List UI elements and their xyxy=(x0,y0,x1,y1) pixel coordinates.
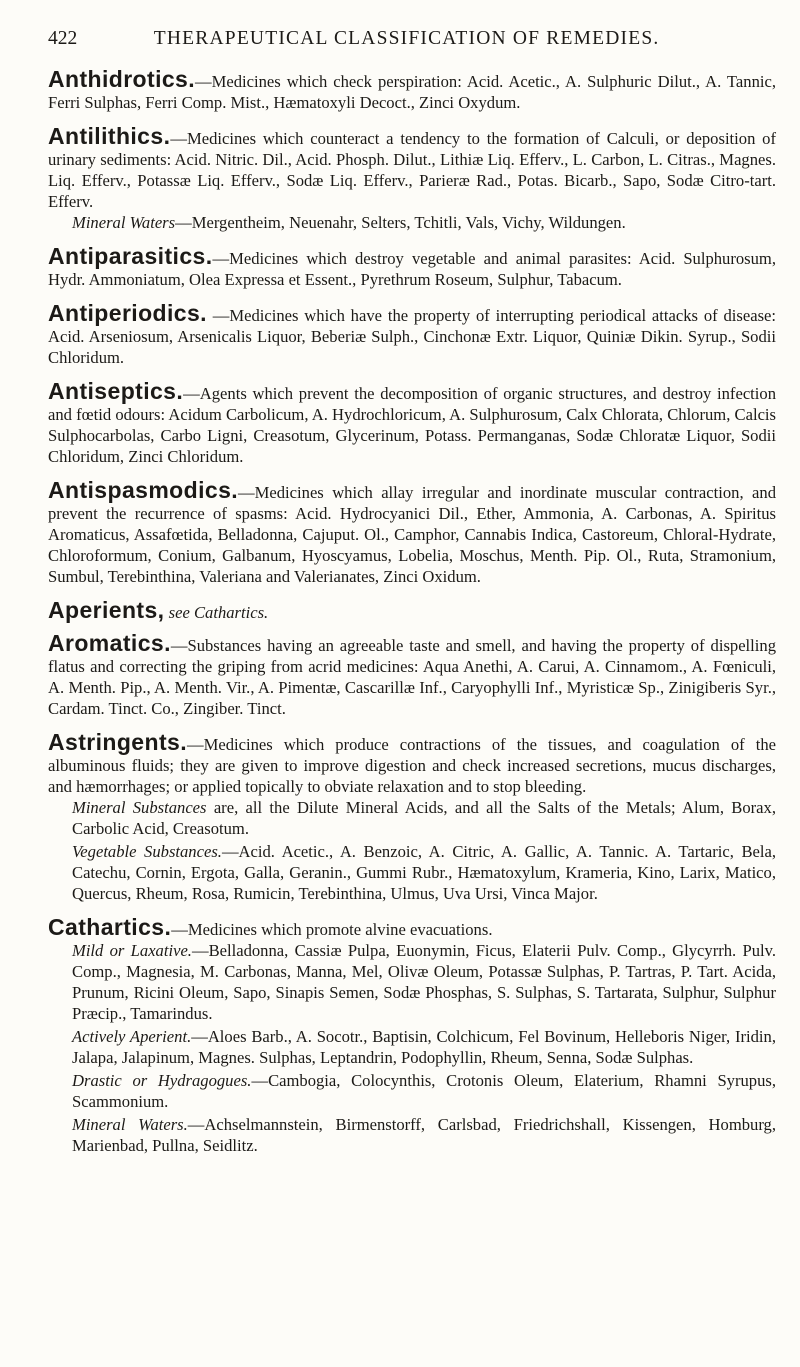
subentry-text: —Achselmannstein, Birmenstorff, Carlsbad, Friedrichshall, Kissengen, Homburg, Marienbad, Pullna, Seidlitz. xyxy=(72,1115,777,1155)
subentry xyxy=(72,797,776,839)
subentry-text: —Cambogia, Colocynthis, Crotonis Oleum, Elaterium, Rhamni Syrupus, Scammonium. xyxy=(72,1071,776,1111)
entry-term: Antilithics. xyxy=(48,123,171,149)
entry-term: Aromatics. xyxy=(48,630,171,656)
subentry xyxy=(72,1070,776,1112)
entry-term: Antispasmodics. xyxy=(48,477,239,503)
running-head xyxy=(48,28,776,50)
subentry-label: Mineral Substances xyxy=(72,798,207,817)
entry-antiseptics xyxy=(48,378,776,467)
entry-term: Antiseptics. xyxy=(48,378,184,404)
entry-text: —Medicines which destroy vegetable and animal parasites: Acid. Sulphurosum, Hydr. Ammoniatum, Olea Expressa et Essent., Pyrethrum Roseum, Sulphur, Tabacum. xyxy=(48,249,776,289)
subentry xyxy=(72,1114,776,1156)
subentry-text: —Belladonna, Cassiæ Pulpa, Euonymin, Ficus, Elaterii Pulv. Comp., Glycyrrh. Pulv. Comp., Magnesia, M. Carbonas, Manna, Mel, Olivæ Oleum, Potassæ Sulphas, P. Tartras, P. Tart. Acida, Prunum, Ricini Oleum, Sapo, Sinapis Semen, Sodæ Phosphas, S. Sulphas, S. Tartarata, Sulphur, Sulphur Præcip., Tamarindus. xyxy=(72,941,776,1023)
entry-aperients xyxy=(48,597,776,623)
entry-antiparasitics xyxy=(48,243,776,290)
entry-text: —Medicines which have the property of interrupting periodical attacks of disease: Acid. Arseniosum, Arsenicalis Liquor, Beberiæ Sulph., Cinchonæ Extr. Liquor, Quiniæ Dikin. Syrup., Sodii Chloridum. xyxy=(48,306,776,367)
subentry-label: Drastic or Hydragogues. xyxy=(72,1071,252,1090)
entry-text: —Medicines which allay irregular and inordinate muscular contraction, and prevent the recurrence of spasms: Acid. Hydrocyanici Dil., Ether, Ammonia, A. Carbonas, A. Spiritus Aromaticus, Assafœtida, Belladonna, Cajuput. Ol., Camphor, Cannabis Indica, Castoreum, Chloral-Hydrate, Chloroformum, Conium, Galbanum, Hyoscyamus, Lobelia, Moschus, Menth. Pip. Ol., Ruta, Stramonium, Sumbul, Terebinthina, Valeriana and Valerianates, Zinci Oxidum. xyxy=(48,483,776,586)
entry-antilithics xyxy=(48,123,776,233)
entry-astringents xyxy=(48,729,776,904)
subentry-label: Mild or Laxative. xyxy=(72,941,192,960)
entry-text: —Agents which prevent the decomposition of organic structures, and destroy infection and fœtid odours: Acidum Carbolicum, A. Hydrochloricum, A. Sulphurosum, Calx Chlorata, Chlorum, Calcis Sulphocarbolas, Carbo Ligni, Creasotum, Glycerinum, Potass. Permanganas, Sodæ Chloratæ Liquor, Sodii Chloridum, Zinci Chloridum. xyxy=(48,384,776,466)
page-title: THERAPEUTICAL CLASSIFICATION OF REMEDIES. xyxy=(153,28,660,49)
entry-text: —Medicines which check perspiration: Acid. Acetic., A. Sulphuric Dilut., A. Tannic, Ferri Sulphas, Ferri Comp. Mist., Hæmatoxyli Decoct., Zinci Oxydum. xyxy=(48,72,776,112)
entry-text: see Cathartics. xyxy=(164,603,269,622)
subentry xyxy=(72,1026,776,1068)
subentry xyxy=(72,841,776,904)
entry-text: —Medicines which produce contractions of the tissues, and coagulation of the albuminous fluids; they are given to improve digestion and check increased secretions, mucus discharges, and hæmorrhages; or applied topically to obviate relaxation and to stop bleeding. xyxy=(48,735,776,796)
subentry-text: are, all the Dilute Mineral Acids, and all the Salts of the Metals; Alum, Borax, Carbolic Acid, Creasotum. xyxy=(72,798,776,838)
subentry-text: —Acid. Acetic., A. Benzoic, A. Citric, A. Gallic, A. Tannic. A. Tartaric, Bela, Catechu, Cornin, Ergota, Galla, Geranin., Gummi Rubr., Hæmatoxylum, Krameria, Kino, Larix, Matico, Quercus, Rheum, Rosa, Rumicin, Terebinthina, Ulmus, Uva Ursi, Vinca Major. xyxy=(72,842,776,903)
entry-term: Antiperiodics. xyxy=(48,300,207,326)
entry-term: Aperients, xyxy=(48,597,165,623)
subentry-text: —Aloes Barb., A. Socotr., Baptisin, Colchicum, Fel Bovinum, Helleboris Niger, Iridin, Jalapa, Jalapinum, Magnes. Sulphas, Leptandrin, Podophyllin, Rheum, Senna, Sodæ Sulphas. xyxy=(72,1027,776,1067)
entry-cathartics xyxy=(48,914,777,1156)
entry-term: Anthidrotics. xyxy=(48,66,196,92)
entry-text: —Medicines which promote alvine evacuations. xyxy=(171,920,493,939)
entry-text: —Medicines which counteract a tendency to the formation of Calculi, or deposition of urinary sediments: Acid. Nitric. Dil., Acid. Phosph. Dilut., Lithiæ Liq. Efferv., L. Carbon, L. Citras., Magnes. Liq. Efferv., Potassæ Liq. Efferv., Sodæ Liq. Efferv., Parieræ Rad., Potas. Bicarb., Sapo, Sodæ Citro-tart. Efferv. xyxy=(48,129,776,211)
entry-term: Cathartics. xyxy=(48,914,172,940)
page-number: 422 xyxy=(48,28,78,49)
entry-anthidrotics xyxy=(48,66,776,113)
subentry xyxy=(72,212,776,233)
entry-aromatics xyxy=(48,630,776,719)
subentry xyxy=(72,940,776,1024)
subentry-label: Mineral Waters xyxy=(72,213,176,232)
subentry-label: Vegetable Substances. xyxy=(72,842,222,861)
entry-antiperiodics xyxy=(48,300,776,368)
entry-antispasmodics xyxy=(48,477,776,587)
entry-term: Antiparasitics. xyxy=(48,243,213,269)
entry-term: Astringents. xyxy=(48,729,187,755)
subentry-label: Mineral Waters. xyxy=(72,1115,188,1134)
subentry-label: Actively Aperient. xyxy=(72,1027,192,1046)
entry-text: —Substances having an agreeable taste and smell, and having the property of dispelling flatus and correcting the griping from acrid medicines: Aqua Anethi, A. Carui, A. Cinnamom., A. Fœniculi, A. Menth. Pip., A. Menth. Vir., A. Pimentæ, Cascarillæ Inf., Caryophylli Inf., Myristicæ Sp., Zinigiberis Syr., Cardam. Tinct. Co., Zingiber. Tinct. xyxy=(48,636,776,718)
subentry-text: —Mergentheim, Neuenahr, Selters, Tchitli, Vals, Vichy, Wildungen. xyxy=(175,213,626,232)
